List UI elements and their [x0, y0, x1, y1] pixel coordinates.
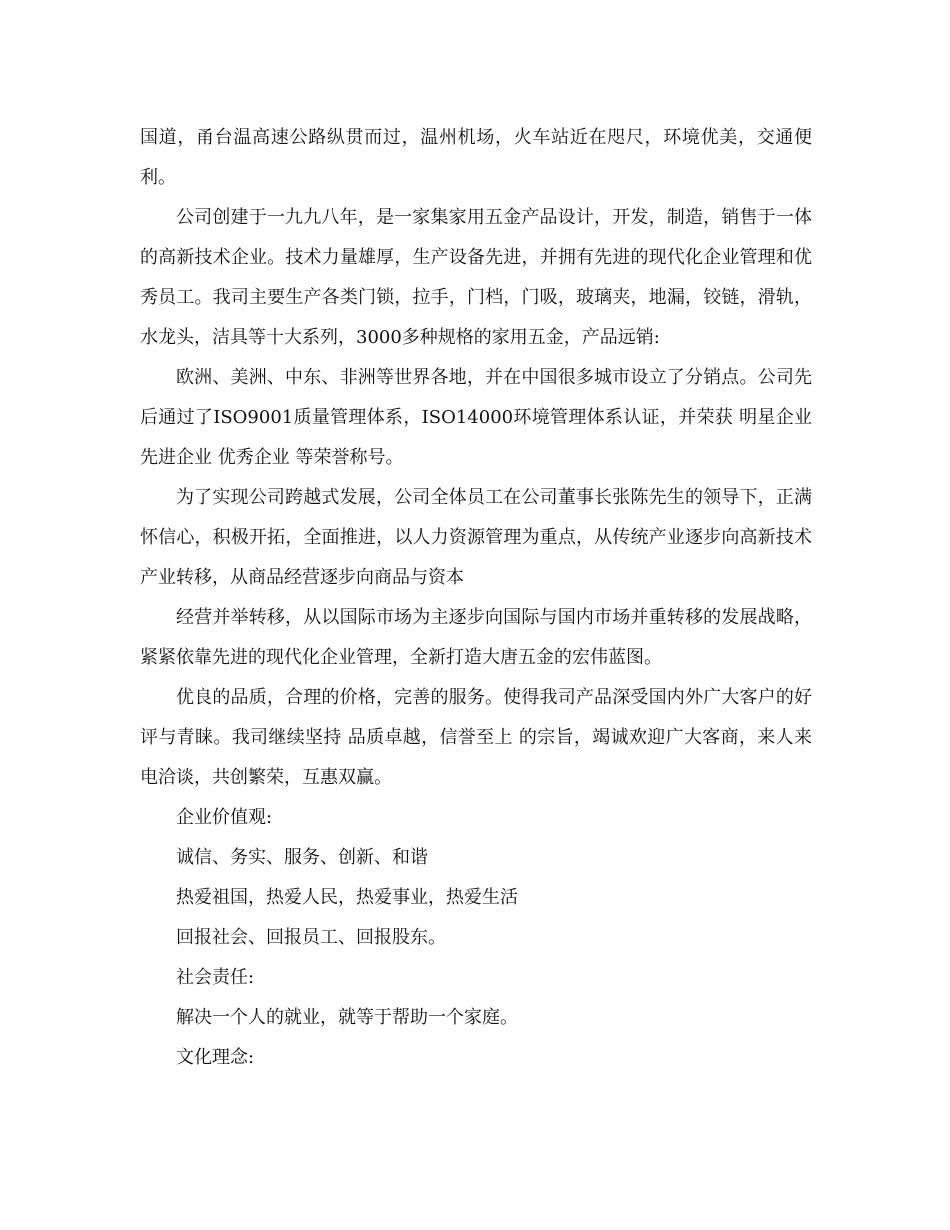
- paragraph-6: 优良的品质，合理的价格，完善的服务。使得我司产品深受国内外广大客户的好评与青睐。我司继续坚持 品质卓越，信誉至上 的宗旨，竭诚欢迎广大客商，来人来电洽谈，共创繁荣，互惠双赢。: [140, 687, 812, 788]
- values-line-1: 诚信、务实、服务、创新、和谐: [176, 847, 428, 868]
- paragraph-1: 国道，甬台温高速公路纵贯而过，温州机场，火车站近在咫尺，环境优美，交通便利。: [140, 127, 812, 188]
- paragraph-4: 为了实现公司跨越式发展，公司全体员工在公司董事长张陈先生的领导下，正满怀信心，积极开拓，全面推进，以人力资源管理为重点，从传统产业逐步向高新技术产业转移，从商品经营逐步向商品与资本: [140, 487, 812, 588]
- paragraph-5: 经营并举转移，从以国际市场为主逐步向国际与国内市场并重转移的发展战略，紧紧依靠先进的现代化企业管理，全新打造大唐五金的宏伟蓝图。: [140, 607, 812, 668]
- values-heading: 企业价值观:: [176, 807, 273, 828]
- document-body: [140, 118, 812, 1078]
- values-line-2: 热爱祖国，热爱人民，热爱事业，热爱生活: [176, 887, 518, 908]
- responsibility-heading: 社会责任:: [176, 967, 255, 988]
- paragraph-3: 欧洲、美洲、中东、非洲等世界各地，并在中国很多城市设立了分销点。公司先后通过了ISO9001质量管理体系，ISO14000环境管理体系认证，并荣获 明星企业 先进企业 优秀企业 等荣誉称号。: [140, 367, 812, 468]
- values-line-3: 回报社会、回报员工、回报股东。: [176, 927, 446, 948]
- responsibility-line: 解决一个人的就业，就等于帮助一个家庭。: [176, 1007, 518, 1028]
- culture-heading: 文化理念:: [176, 1047, 255, 1068]
- paragraph-2: 公司创建于一九九八年，是一家集家用五金产品设计，开发，制造，销售于一体的高新技术企业。技术力量雄厚，生产设备先进，并拥有先进的现代化企业管理和优秀员工。我司主要生产各类门锁，拉手，门档，门吸，玻璃夹，地漏，铰链，滑轨，水龙头，洁具等十大系列，3000多种规格的家用五金，产品远销:: [140, 207, 812, 348]
